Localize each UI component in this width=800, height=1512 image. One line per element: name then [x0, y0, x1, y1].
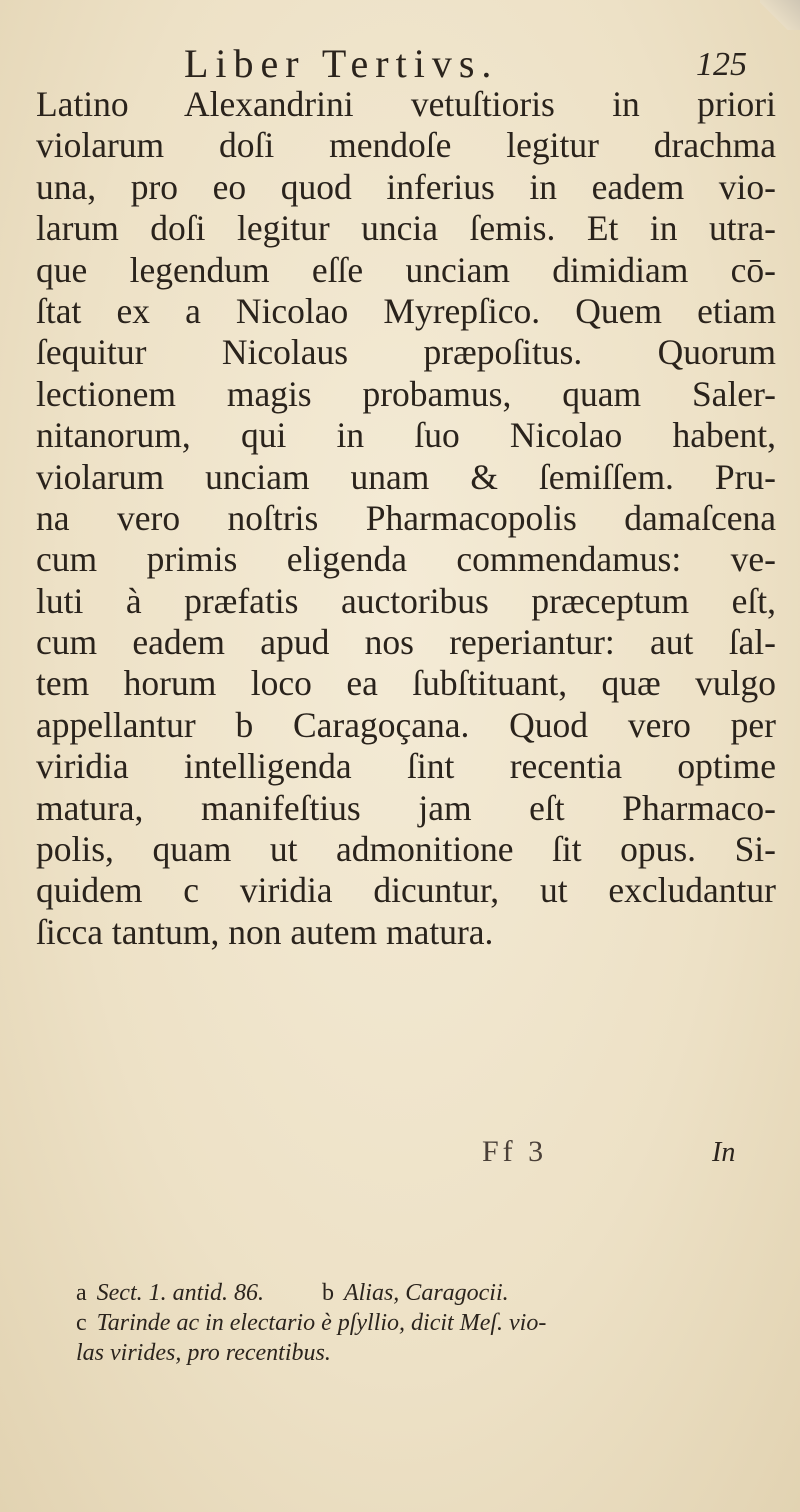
text-line: que legendum eſſe unciam dimidiam cō-	[36, 249, 776, 290]
text-line: polis, quam ut admonitione ſit opus. Si-	[36, 829, 776, 870]
footnote-a: Sect. 1. antid. 86.	[96, 1280, 264, 1306]
footnote-b: Alias, Caragocii.	[343, 1280, 509, 1306]
text-line: violarum doſi mendoſe legitur drachma	[36, 125, 776, 166]
body-text	[36, 84, 776, 953]
text-line: quidem c viridia dicuntur, ut excludantur	[36, 870, 776, 911]
text-line: violarum unciam unam & ſemiſſem. Pru-	[36, 456, 776, 497]
text-line: larum doſi legitur uncia ſemis. Et in utra-	[36, 208, 776, 249]
footnotes	[76, 1278, 776, 1368]
footnote-line	[76, 1338, 776, 1368]
text-line: nitanorum, qui in ſuo Nicolao habent,	[36, 415, 776, 456]
catchword: In	[712, 1137, 736, 1168]
text-line: Latino Alexandrini vetuſtioris in priori	[36, 84, 776, 124]
text-line: una, pro eo quod inferius in eadem vio-	[36, 166, 776, 207]
text-line: luti à præfatis auctoribus præceptum eſt,	[36, 580, 776, 621]
footnote-c: Tarinde ac in electario è pſyllio, dicit Meſ. vio-	[96, 1310, 547, 1336]
text-line: na vero noſtris Pharmacopolis damaſcena	[36, 497, 776, 538]
text-line: ſtat ex a Nicolao Myrepſico. Quem etiam	[36, 290, 776, 331]
page-corner	[760, 0, 800, 30]
page-number: 125	[696, 46, 747, 83]
signature-mark: Ff 3	[482, 1135, 548, 1168]
text-line: lectionem magis probamus, quam Saler-	[36, 373, 776, 414]
footnote-line	[76, 1308, 776, 1338]
text-line: matura, manifeſtius jam eſt Pharmaco-	[36, 787, 776, 828]
footnote-mark-a: a	[76, 1280, 87, 1306]
text-line: tem horum loco ea ſubſtituant, quæ vulgo	[36, 663, 776, 704]
text-line: appellantur b Caragoçana. Quod vero per	[36, 704, 776, 745]
running-title: Liber Tertivs.	[184, 41, 499, 86]
text-line: cum eadem apud nos reperiantur: aut ſal-	[36, 622, 776, 663]
text-line: ſequitur Nicolaus præpoſitus. Quorum	[36, 332, 776, 373]
text-line: ſicca tantum, non autem matura.	[36, 911, 494, 952]
text-line: cum primis eligenda commendamus: ve-	[36, 539, 776, 580]
footnote-c-continued: las virides, pro recentibus.	[76, 1340, 331, 1366]
footnote-mark-c: c	[76, 1310, 87, 1336]
footnote-line	[76, 1278, 776, 1308]
footnote-mark-b: b	[321, 1280, 334, 1306]
text-line: viridia intelligenda ſint recentia optime	[36, 746, 776, 787]
